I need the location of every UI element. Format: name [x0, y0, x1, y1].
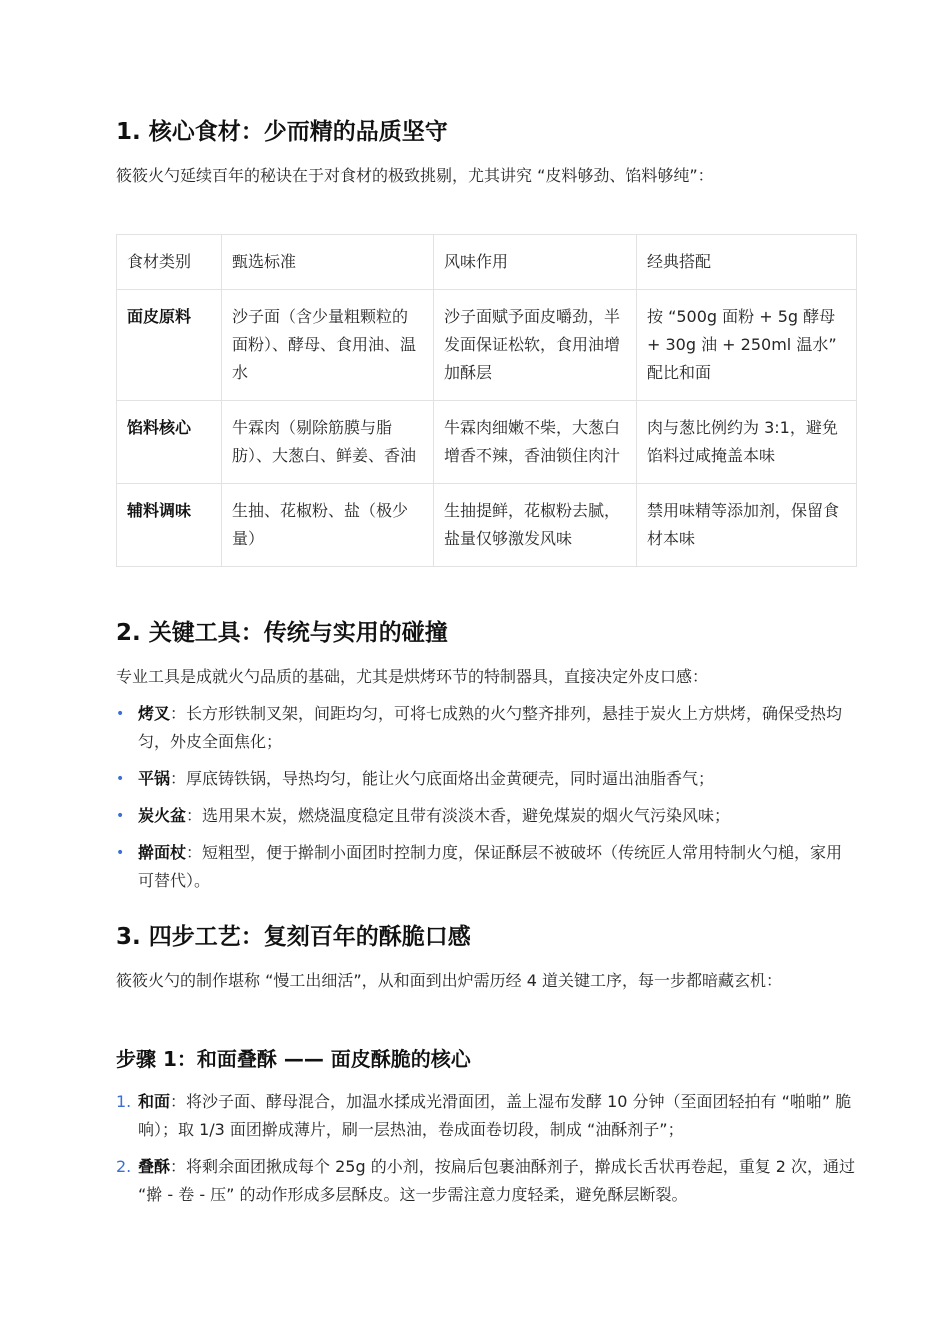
step-term: 和面	[138, 1092, 171, 1111]
table-cell: 肉与葱比例约为 3:1，避免馅料过咸掩盖本味	[637, 401, 857, 484]
step-number: 1.	[116, 1092, 132, 1111]
tool-term: 烤叉	[138, 704, 171, 723]
table-row	[117, 401, 857, 484]
table-cell: 按 “500g 面粉 + 5g 酵母 + 30g 油 + 250ml 温水” 配比和面	[637, 290, 857, 401]
tool-term: 炭火盆	[138, 806, 187, 825]
step-desc: ：将沙子面、酵母混合，加温水揉成光滑面团，盖上湿布发酵 10 分钟（至面团轻拍有 “啪啪” 脆响）；取 1/3 面团擀成薄片，刷一层热油，卷成面卷切段，制成 “油酥剂子”；	[138, 1092, 852, 1139]
table-cell-category: 辅料调味	[117, 484, 222, 567]
table-header-cell: 食材类别	[117, 235, 222, 290]
step-number: 2.	[116, 1157, 132, 1176]
table-cell: 沙子面（含少量粗颗粒的面粉）、酵母、食用油、温水	[222, 290, 434, 401]
section3-heading: 3. 四步工艺：复刻百年的酥脆口感	[116, 924, 471, 950]
table-header-cell: 经典搭配	[637, 235, 857, 290]
bullet-icon: •	[116, 845, 125, 861]
table-header-row	[117, 235, 857, 290]
ingredients-table	[116, 234, 857, 567]
list-item	[116, 700, 856, 756]
tools-list	[116, 700, 856, 904]
table-row	[117, 290, 857, 401]
bullet-icon: •	[116, 706, 125, 722]
tool-desc: ：厚底铸铁锅，导热均匀，能让火勺底面烙出金黄硬壳，同时逼出油脂香气；	[170, 769, 715, 788]
table-cell: 生抽、花椒粉、盐（极少量）	[222, 484, 434, 567]
list-item	[116, 1153, 856, 1209]
table-cell-category: 面皮原料	[117, 290, 222, 401]
list-item	[116, 1088, 856, 1144]
table-cell: 沙子面赋予面皮嚼劲，半发面保证松软，食用油增加酥层	[434, 290, 637, 401]
section2-heading: 2. 关键工具：传统与实用的碰撞	[116, 620, 448, 646]
section1-heading: 1. 核心食材：少而精的品质坚守	[116, 119, 448, 145]
step1-list	[116, 1088, 856, 1218]
list-item	[116, 802, 856, 830]
list-item	[116, 765, 856, 793]
table-cell: 牛霖肉（剔除筋膜与脂肪）、大葱白、鲜姜、香油	[222, 401, 434, 484]
step1-heading: 步骤 1：和面叠酥 —— 面皮酥脆的核心	[116, 1047, 471, 1071]
table-header-cell: 风味作用	[434, 235, 637, 290]
table-cell: 禁用味精等添加剂，保留食材本味	[637, 484, 857, 567]
step-term: 叠酥	[138, 1157, 171, 1176]
tool-desc: ：短粗型，便于擀制小面团时控制力度，保证酥层不被破坏（传统匠人常用特制火勺槌，家用可替代）。	[138, 843, 843, 890]
table-cell-category: 馅料核心	[117, 401, 222, 484]
table-header-cell: 甄选标准	[222, 235, 434, 290]
bullet-icon: •	[116, 808, 125, 824]
table-cell: 牛霖肉细嫩不柴，大葱白增香不辣，香油锁住肉汁	[434, 401, 637, 484]
table-cell: 生抽提鲜，花椒粉去腻，盐量仅够激发风味	[434, 484, 637, 567]
section2-intro: 专业工具是成就火勺品质的基础，尤其是烘烤环节的特制器具，直接决定外皮口感：	[116, 667, 709, 686]
tool-term: 擀面杖	[138, 843, 187, 862]
tool-term: 平锅	[138, 769, 171, 788]
section3-intro: 筱筱火勺的制作堪称 “慢工出细活”，从和面到出炉需历经 4 道关键工序，每一步都暗藏玄机：	[116, 971, 783, 990]
section1-intro: 筱筱火勺延续百年的秘诀在于对食材的极致挑剔，尤其讲究 “皮料够劲、馅料够纯”：	[116, 166, 714, 185]
step-desc: ：将剩余面团揪成每个 25g 的小剂，按扁后包裹油酥剂子，擀成长舌状再卷起，重复 2 次，通过 “擀 - 卷 - 压” 的动作形成多层酥皮。这一步需注意力度轻柔，避免酥层断裂。	[138, 1157, 856, 1204]
bullet-icon: •	[116, 771, 125, 787]
table-row	[117, 484, 857, 567]
tool-desc: ：选用果木炭，燃烧温度稳定且带有淡淡木香，避免煤炭的烟火气污染风味；	[186, 806, 731, 825]
tool-desc: ：长方形铁制叉架，间距均匀，可将七成熟的火勺整齐排列，悬挂于炭火上方烘烤，确保受热均匀，外皮全面焦化；	[138, 704, 843, 751]
list-item	[116, 839, 856, 895]
